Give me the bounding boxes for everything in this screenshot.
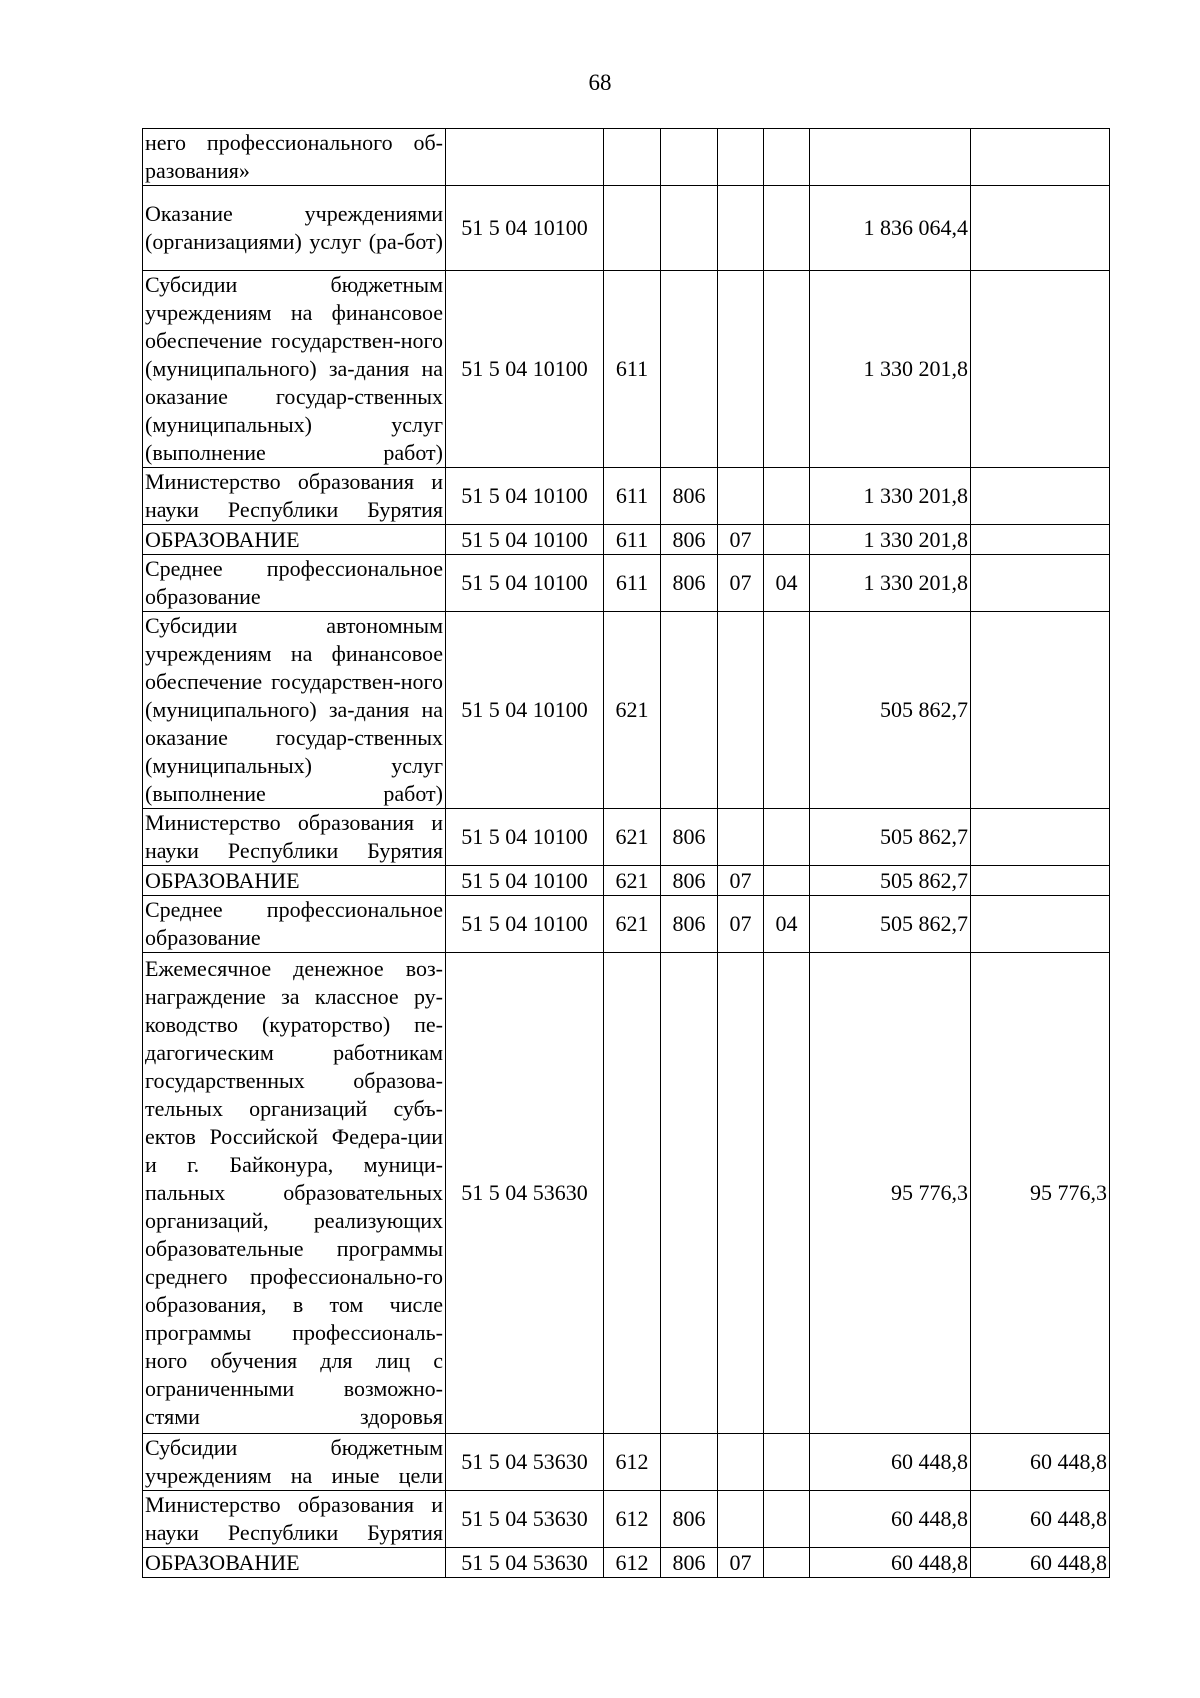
subsection-code: [764, 525, 810, 555]
target-code: 51 5 04 10100: [446, 525, 604, 555]
subsection-code: [764, 186, 810, 271]
row-name: Министерство образования и науки Республики Бурятия: [143, 468, 446, 525]
expense-type: [604, 129, 661, 186]
target-code: 51 5 04 53630: [446, 1491, 604, 1548]
table-row: [143, 1491, 1110, 1548]
target-code: 51 5 04 10100: [446, 271, 604, 468]
target-code: 51 5 04 10100: [446, 186, 604, 271]
section-code: [718, 186, 764, 271]
expense-type: 612: [604, 1434, 661, 1491]
amount-federal: 60 448,8: [971, 1491, 1110, 1548]
subsection-code: 04: [764, 555, 810, 612]
section-code: 07: [718, 525, 764, 555]
amount-total: 505 862,7: [810, 896, 971, 953]
expense-type: [604, 186, 661, 271]
table-row: [143, 612, 1110, 809]
target-code: 51 5 04 10100: [446, 468, 604, 525]
expense-type: [604, 953, 661, 1434]
subsection-code: [764, 271, 810, 468]
section-code: 07: [718, 555, 764, 612]
table-row: [143, 809, 1110, 866]
table-row: [143, 953, 1110, 1434]
table-row: [143, 866, 1110, 896]
ministry-code: [661, 1434, 718, 1491]
row-name: Субсидии бюджетным учреждениям на финансовое обеспечение государствен-ного (муниципального) за-дания на оказание государ-ственных (муниципальных) услуг (выполнение работ): [143, 271, 446, 468]
table-row: [143, 555, 1110, 612]
subsection-code: [764, 1548, 810, 1578]
table-row: [143, 1434, 1110, 1491]
section-code: [718, 953, 764, 1434]
table-row: [143, 468, 1110, 525]
budget-table: [142, 128, 1110, 1578]
table-row: [143, 271, 1110, 468]
amount-federal: [971, 129, 1110, 186]
table-row: [143, 525, 1110, 555]
table-row: [143, 896, 1110, 953]
amount-federal: [971, 896, 1110, 953]
section-code: [718, 468, 764, 525]
target-code: 51 5 04 53630: [446, 1548, 604, 1578]
expense-type: 611: [604, 271, 661, 468]
expense-type: 621: [604, 809, 661, 866]
subsection-code: [764, 129, 810, 186]
ministry-code: [661, 186, 718, 271]
ministry-code: 806: [661, 809, 718, 866]
expense-type: 621: [604, 896, 661, 953]
row-name: Среднее профессиональное образование: [143, 555, 446, 612]
amount-total: 505 862,7: [810, 866, 971, 896]
amount-total: 1 330 201,8: [810, 525, 971, 555]
subsection-code: 04: [764, 896, 810, 953]
amount-federal: [971, 186, 1110, 271]
expense-type: 612: [604, 1548, 661, 1578]
ministry-code: 806: [661, 896, 718, 953]
ministry-code: [661, 953, 718, 1434]
row-name: Субсидии автономным учреждениям на финансовое обеспечение государствен-ного (муниципального) за-дания на оказание государ-ственных (муниципальных) услуг (выполнение работ): [143, 612, 446, 809]
subsection-code: [764, 953, 810, 1434]
amount-federal: [971, 468, 1110, 525]
amount-federal: 60 448,8: [971, 1434, 1110, 1491]
subsection-code: [764, 468, 810, 525]
amount-federal: [971, 271, 1110, 468]
section-code: [718, 1491, 764, 1548]
amount-total: 60 448,8: [810, 1434, 971, 1491]
amount-federal: 95 776,3: [971, 953, 1110, 1434]
subsection-code: [764, 866, 810, 896]
table-row: [143, 129, 1110, 186]
expense-type: 611: [604, 525, 661, 555]
expense-type: 612: [604, 1491, 661, 1548]
amount-total: 1 330 201,8: [810, 555, 971, 612]
expense-type: 621: [604, 612, 661, 809]
amount-federal: [971, 809, 1110, 866]
section-code: [718, 129, 764, 186]
expense-type: 621: [604, 866, 661, 896]
section-code: [718, 809, 764, 866]
amount-total: 60 448,8: [810, 1548, 971, 1578]
amount-total: 1 330 201,8: [810, 271, 971, 468]
amount-total: 1 330 201,8: [810, 468, 971, 525]
row-name: него профессионального об-разования»: [143, 129, 446, 186]
amount-federal: [971, 525, 1110, 555]
table-row: [143, 1548, 1110, 1578]
target-code: 51 5 04 53630: [446, 953, 604, 1434]
ministry-code: 806: [661, 866, 718, 896]
subsection-code: [764, 612, 810, 809]
expense-type: 611: [604, 468, 661, 525]
section-code: 07: [718, 866, 764, 896]
amount-total: 95 776,3: [810, 953, 971, 1434]
row-name: Оказание учреждениями (организациями) услуг (ра-бот): [143, 186, 446, 271]
row-name: ОБРАЗОВАНИЕ: [143, 1548, 446, 1578]
ministry-code: [661, 271, 718, 468]
target-code: 51 5 04 53630: [446, 1434, 604, 1491]
row-name: Среднее профессиональное образование: [143, 896, 446, 953]
subsection-code: [764, 1434, 810, 1491]
page-number: 68: [588, 70, 612, 95]
ministry-code: 806: [661, 1491, 718, 1548]
target-code: 51 5 04 10100: [446, 809, 604, 866]
ministry-code: [661, 129, 718, 186]
amount-federal: [971, 866, 1110, 896]
target-code: 51 5 04 10100: [446, 555, 604, 612]
ministry-code: 806: [661, 555, 718, 612]
section-code: [718, 612, 764, 809]
row-name: ОБРАЗОВАНИЕ: [143, 866, 446, 896]
amount-total: 1 836 064,4: [810, 186, 971, 271]
section-code: [718, 271, 764, 468]
ministry-code: 806: [661, 525, 718, 555]
amount-total: 60 448,8: [810, 1491, 971, 1548]
target-code: [446, 129, 604, 186]
target-code: 51 5 04 10100: [446, 866, 604, 896]
ministry-code: 806: [661, 1548, 718, 1578]
amount-federal: [971, 612, 1110, 809]
target-code: 51 5 04 10100: [446, 896, 604, 953]
ministry-code: 806: [661, 468, 718, 525]
amount-total: 505 862,7: [810, 612, 971, 809]
row-name: ОБРАЗОВАНИЕ: [143, 525, 446, 555]
section-code: 07: [718, 896, 764, 953]
row-name: Ежемесячное денежное воз-награждение за классное ру-ководство (кураторство) пе-дагогическим работникам государственных образова-тельных организаций субъ-ектов Российской Федера-ции и г. Байконура, муници-пальных образовательных организаций, реализующих образовательные программы среднего профессионально-го образования, в том числе программы профессиональ-ного обучения для лиц с ограниченными возможно-стями здоровья: [143, 953, 446, 1434]
subsection-code: [764, 1491, 810, 1548]
amount-total: 505 862,7: [810, 809, 971, 866]
row-name: Министерство образования и науки Республики Бурятия: [143, 1491, 446, 1548]
row-name: Субсидии бюджетным учреждениям на иные цели: [143, 1434, 446, 1491]
subsection-code: [764, 809, 810, 866]
expense-type: 611: [604, 555, 661, 612]
section-code: 07: [718, 1548, 764, 1578]
row-name: Министерство образования и науки Республики Бурятия: [143, 809, 446, 866]
ministry-code: [661, 612, 718, 809]
amount-total: [810, 129, 971, 186]
amount-federal: [971, 555, 1110, 612]
target-code: 51 5 04 10100: [446, 612, 604, 809]
amount-federal: 60 448,8: [971, 1548, 1110, 1578]
section-code: [718, 1434, 764, 1491]
table-row: [143, 186, 1110, 271]
